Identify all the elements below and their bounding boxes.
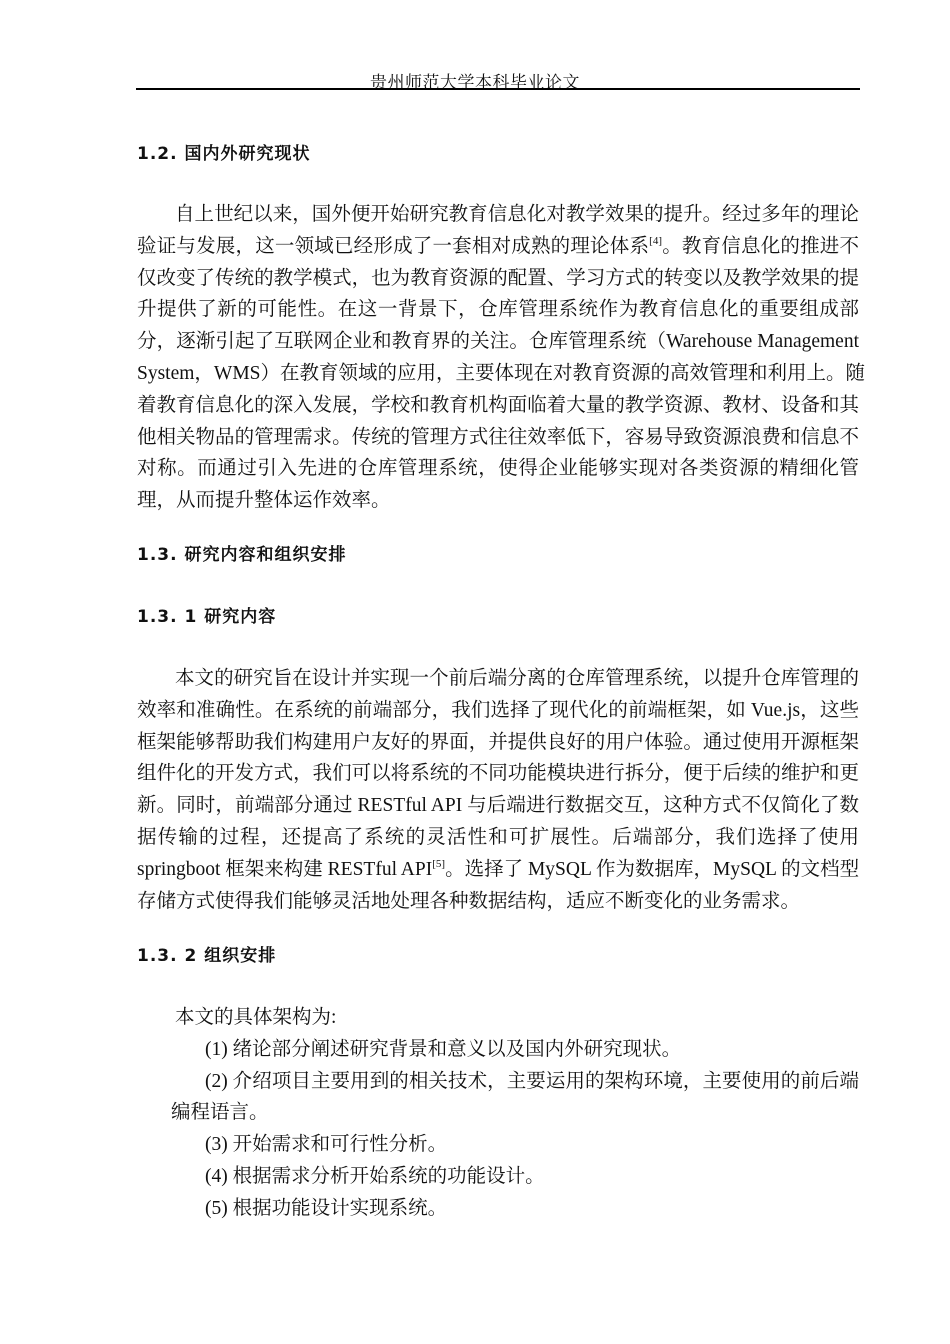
text-span: 分，逐渐引起了互联网企业和教育界的关注。仓库管理系统（Warehouse Management (137, 331, 859, 353)
text-line (137, 453, 859, 485)
paragraph-research-content (137, 663, 859, 917)
text-line (137, 263, 859, 295)
paragraph-research-status (137, 199, 866, 517)
text-line (137, 854, 859, 886)
list-item: (3) 开始需求和可行性分析。 (205, 1134, 448, 1156)
text-span: springboot 框架来构建 RESTful API (137, 858, 433, 880)
list-item-continuation: 编程语言。 (171, 1102, 269, 1124)
text-line (137, 727, 859, 759)
text-line (137, 358, 866, 390)
text-span: System，WMS）在教育领域的应用，主要体现在对教育资源的高效管理和利用上。随 (137, 362, 866, 384)
text-span: 对称。而通过引入先进的仓库管理系统，使得企业能够实现对各类资源的精细化管 (137, 458, 859, 480)
list-item: (4) 根据需求分析开始系统的功能设计。 (205, 1165, 545, 1187)
text-line (137, 758, 859, 790)
text-span: 效率和准确性。在系统的前端部分，我们选择了现代化的前端框架，如 Vue.js，这些 (137, 699, 859, 721)
text-line (137, 294, 859, 326)
list-item: (5) 根据功能设计实现系统。 (205, 1197, 448, 1219)
organization-list (137, 1002, 859, 1225)
list-intro: 本文的具体架构为: (175, 1007, 337, 1028)
heading-1-3-1: 1.3. 1 研究内容 (137, 607, 277, 627)
text-span: 升提供了新的可能性。在这一背景下，仓库管理系统作为教育信息化的重要组成部 (137, 299, 859, 321)
heading-1-2: 1.2. 国内外研究现状 (137, 144, 311, 164)
text-line (137, 790, 859, 822)
text-span: 验证与发展，这一领域已经形成了一套相对成熟的理论体系 (137, 235, 650, 257)
text-span: 本文的研究旨在设计并实现一个前后端分离的仓库管理系统，以提升仓库管理的 (175, 668, 859, 689)
list-item: (2) 介绍项目主要用到的相关技术，主要运用的架构环境，主要使用的前后端 (205, 1070, 859, 1092)
text-line (137, 485, 859, 517)
text-span: 存储方式使得我们能够灵活地处理各种数据结构，适应不断变化的业务需求。 (137, 890, 801, 912)
text-line (137, 822, 859, 854)
text-span: 框架能够帮助我们构建用户友好的界面，并提供良好的用户体验。通过使用开源框架 (137, 731, 859, 753)
text-span: 着教育信息化的深入发展，学校和教育机构面临着大量的教学资源、教材、设备和其 (137, 394, 859, 416)
text-line (137, 231, 859, 263)
text-line (137, 422, 859, 454)
heading-1-3-2: 1.3. 2 组织安排 (137, 946, 277, 966)
text-line (137, 695, 859, 727)
heading-1-3: 1.3. 研究内容和组织安排 (137, 545, 347, 565)
text-span: 理，从而提升整体运作效率。 (137, 490, 391, 512)
text-span: 。选择了 MySQL 作为数据库，MySQL 的文档型 (445, 858, 860, 880)
text-span: 自上世纪以来，国外便开始研究教育信息化对教学效果的提升。经过多年的理论 (175, 204, 859, 225)
text-span: 新。同时，前端部分通过 RESTful API 与后端进行数据交互，这种方式不仅简化了数 (137, 795, 859, 817)
citation-ref: [5] (432, 857, 446, 870)
text-line (137, 199, 859, 231)
text-line (137, 886, 859, 918)
text-line (137, 663, 859, 695)
text-span: 他相关物品的管理需求。传统的管理方式往往效率低下，容易导致资源浪费和信息不 (137, 426, 859, 448)
text-line (137, 326, 859, 358)
running-header: 贵州师范大学本科毕业论文 (370, 73, 580, 92)
text-line (137, 390, 859, 422)
text-span: 据传输的过程，还提高了系统的灵活性和可扩展性。后端部分，我们选择了使用 (137, 826, 859, 848)
text-span: 仅改变了传统的教学模式，也为教育资源的配置、学习方式的转变以及教学效果的提 (137, 267, 859, 289)
text-span: 组件化的开发方式，我们可以将系统的不同功能模块进行拆分，便于后续的维护和更 (137, 763, 859, 785)
text-span: 。教育信息化的推进不 (662, 235, 859, 257)
header-rule (136, 88, 860, 90)
citation-ref: [4] (649, 234, 662, 247)
list-item: (1) 绪论部分阐述研究背景和意义以及国内外研究现状。 (205, 1038, 682, 1060)
